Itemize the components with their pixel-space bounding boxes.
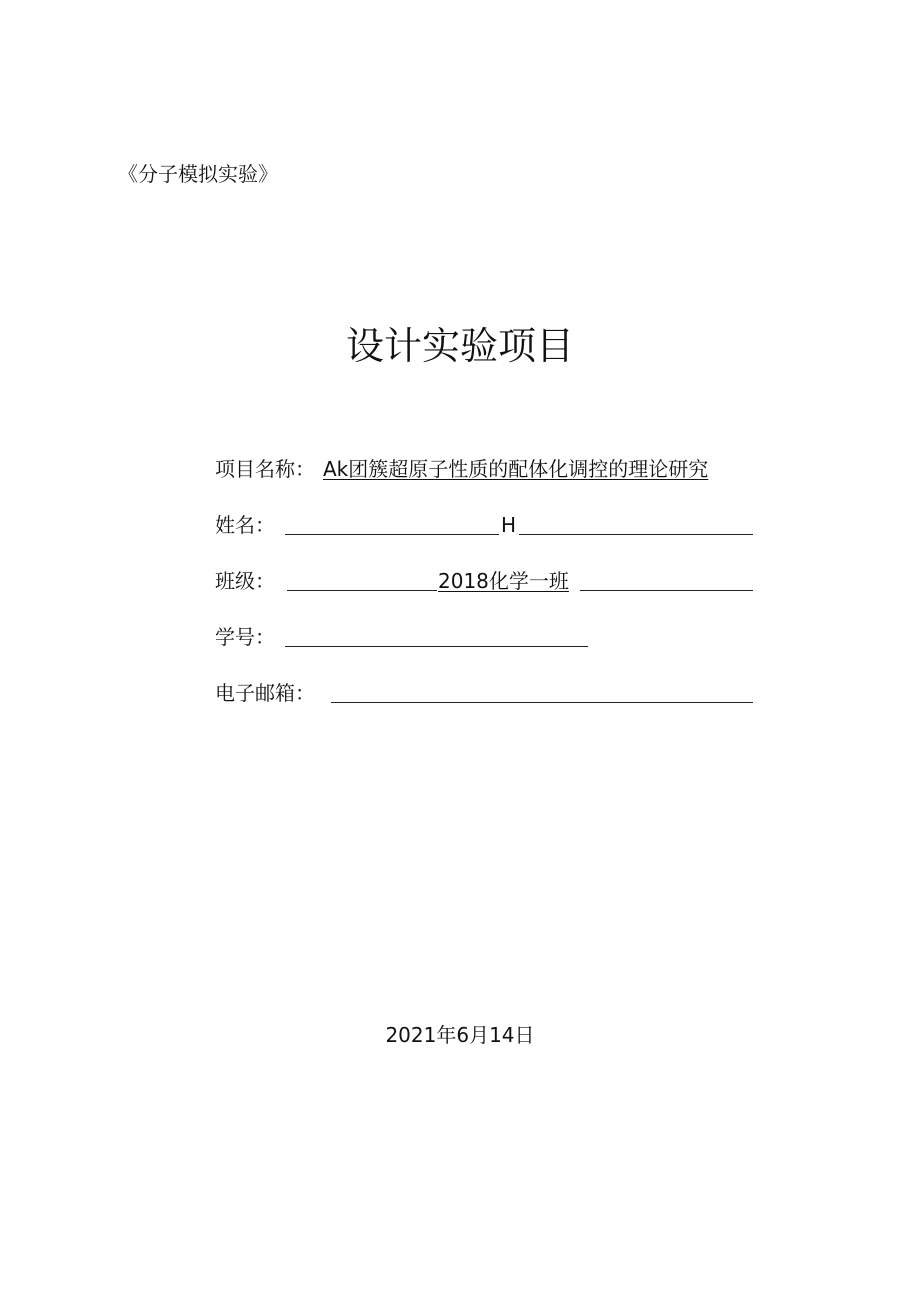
name-label: 姓名： bbox=[215, 513, 275, 537]
name-blank-line-left bbox=[285, 534, 499, 535]
name-value: H bbox=[501, 513, 517, 537]
class-blank-line-right bbox=[580, 590, 753, 591]
course-name: 《分子模拟实验》 bbox=[118, 162, 278, 186]
student-id-label: 学号： bbox=[215, 625, 275, 649]
class-blank-line-left bbox=[287, 590, 437, 591]
project-name-value: Ak团簇超原子性质的配体化调控的理论研究 bbox=[323, 457, 709, 481]
email-label: 电子邮箱： bbox=[215, 681, 315, 705]
page-title: 设计实验项目 bbox=[345, 324, 574, 368]
class-label: 班级： bbox=[215, 569, 275, 593]
email-blank-line bbox=[331, 702, 753, 703]
project-name-label: 项目名称： bbox=[215, 457, 315, 481]
student-id-blank-line bbox=[285, 646, 588, 647]
class-value: 2018化学一班 bbox=[438, 569, 569, 593]
name-blank-line-right bbox=[519, 534, 753, 535]
date: 2021年6月14日 bbox=[385, 1023, 535, 1047]
